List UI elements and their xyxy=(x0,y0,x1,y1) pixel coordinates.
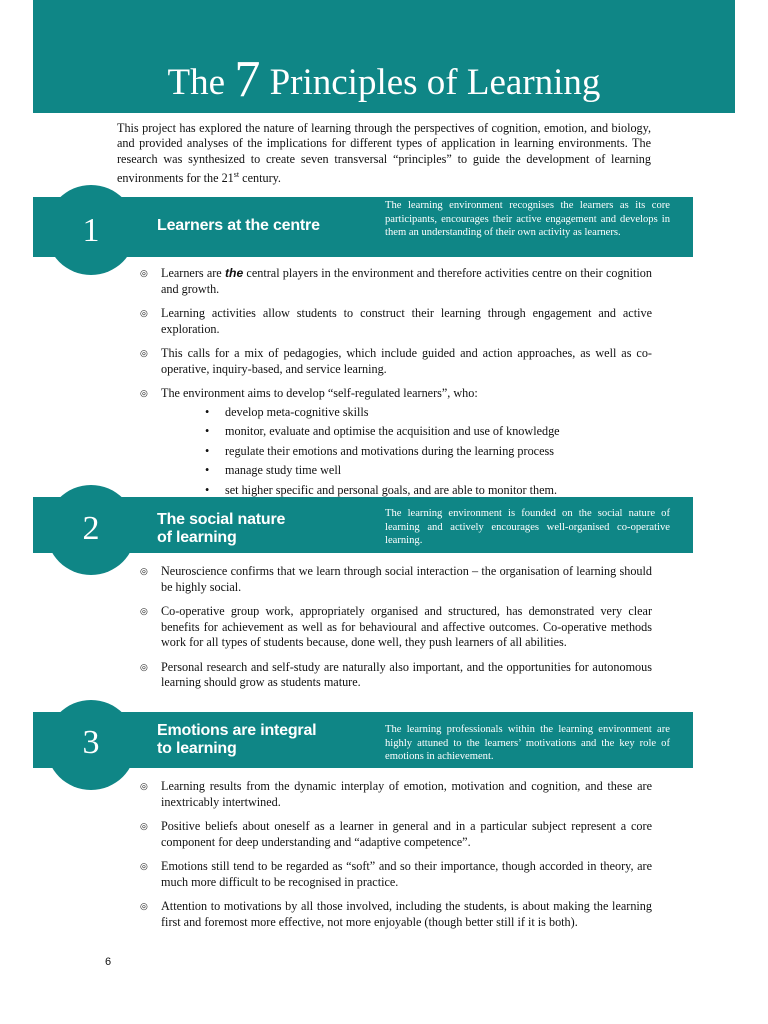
list-item: ◎ Positive beliefs about oneself as a learner in general and in a particular subject represent a core component for deep understanding and “adaptive competence”. xyxy=(140,819,652,850)
list-item: ◎ Learners are the central players in the environment and therefore activities centre on their cognition and growth. xyxy=(140,266,652,297)
principle-3-number: 3 xyxy=(82,724,100,761)
principle-1-points xyxy=(140,266,652,507)
principle-2-summary: The learning environment is founded on the social nature of learning and actively encourages well-organised co-operative learning. xyxy=(385,508,670,546)
sub-list-item: • regulate their emotions and motivations during the learning process xyxy=(205,444,652,460)
list-item: ◎ Learning results from the dynamic interplay of emotion, motivation and cognition, and these are inextricably intertwined. xyxy=(140,779,652,810)
intro-paragraph: This project has explored the nature of learning through the perspectives of cognition, emotion, and biology, and provided analyses of the implications for different types of application in learning environments. The research was synthesized to create seven transversal “principles” to guide the development of learning environments for the 21st century. xyxy=(117,121,651,185)
list-item: ◎ This calls for a mix of pedagogies, which include guided and action approaches, as well as co-operative, inquiry-based, and service learning. xyxy=(140,346,652,377)
principle-1-summary: The learning environment recognises the learners as its core participants, encourages their active engagement and develops in them an understanding of their own activity as learners. xyxy=(385,200,670,238)
principle-2-number: 2 xyxy=(82,510,100,547)
principle-2-points xyxy=(140,564,652,700)
principle-2-heading: The social nature of learning xyxy=(157,511,286,546)
principle-3-heading: Emotions are integral to learning xyxy=(157,722,317,757)
list-item: ◎ Co-operative group work, appropriately organised and structured, has demonstrated very clear benefits for achievement as well as for behavioural and affective outcomes. Co-operative methods work for all types of students because, done well, they push learners of all abilities. xyxy=(140,604,652,651)
list-item: ◎ Neuroscience confirms that we learn through social interaction – the organisation of learning should be highly social. xyxy=(140,564,652,595)
list-item: ◎ Attention to motivations by all those involved, including the students, is about making the learning first and foremost more effective, not more enjoyable (though better still if it is both). xyxy=(140,899,652,930)
page-number: 6 xyxy=(105,956,112,968)
principle-1-number: 1 xyxy=(82,212,100,249)
self-regulated-sublist xyxy=(161,405,652,499)
sub-list-item: • manage study time well xyxy=(205,463,652,479)
list-item: ◎ Personal research and self-study are naturally also important, and the opportunities for autonomous learning should grow as students mature. xyxy=(140,660,652,691)
principle-1-heading: Learners at the centre xyxy=(157,217,320,234)
page-title xyxy=(33,51,735,108)
title-text-post: Principles of Learning xyxy=(269,62,601,103)
list-item: ◎ Emotions still tend to be regarded as “soft” and so their importance, though accorded in theory, are much more difficult to be recognised in practice. xyxy=(140,859,652,890)
list-item: ◎ Learning activities allow students to construct their learning through engagement and active exploration. xyxy=(140,306,652,337)
sub-list-item: • develop meta-cognitive skills xyxy=(205,405,652,421)
title-number: 7 xyxy=(234,51,261,108)
sub-list-item: • set higher specific and personal goals, and are able to monitor them. xyxy=(205,483,652,499)
principle-3-summary: The learning professionals within the learning environment are highly attuned to the learners’ motivations and the key role of emotions in achievement. xyxy=(385,724,670,762)
title-text-pre: The xyxy=(167,62,226,103)
list-item: ◎ The environment aims to develop “self-regulated learners”, who: • develop meta-cognitive skills • monitor, evaluate and optimise the acquisition and use of knowledge • regulate their emotions and motivations during the learning process • manage study time well • set higher specific and personal goals, and are able to monitor them. xyxy=(140,386,652,498)
sub-list-item: • monitor, evaluate and optimise the acquisition and use of knowledge xyxy=(205,424,652,440)
principle-3-points xyxy=(140,779,652,939)
title-banner xyxy=(33,0,735,113)
